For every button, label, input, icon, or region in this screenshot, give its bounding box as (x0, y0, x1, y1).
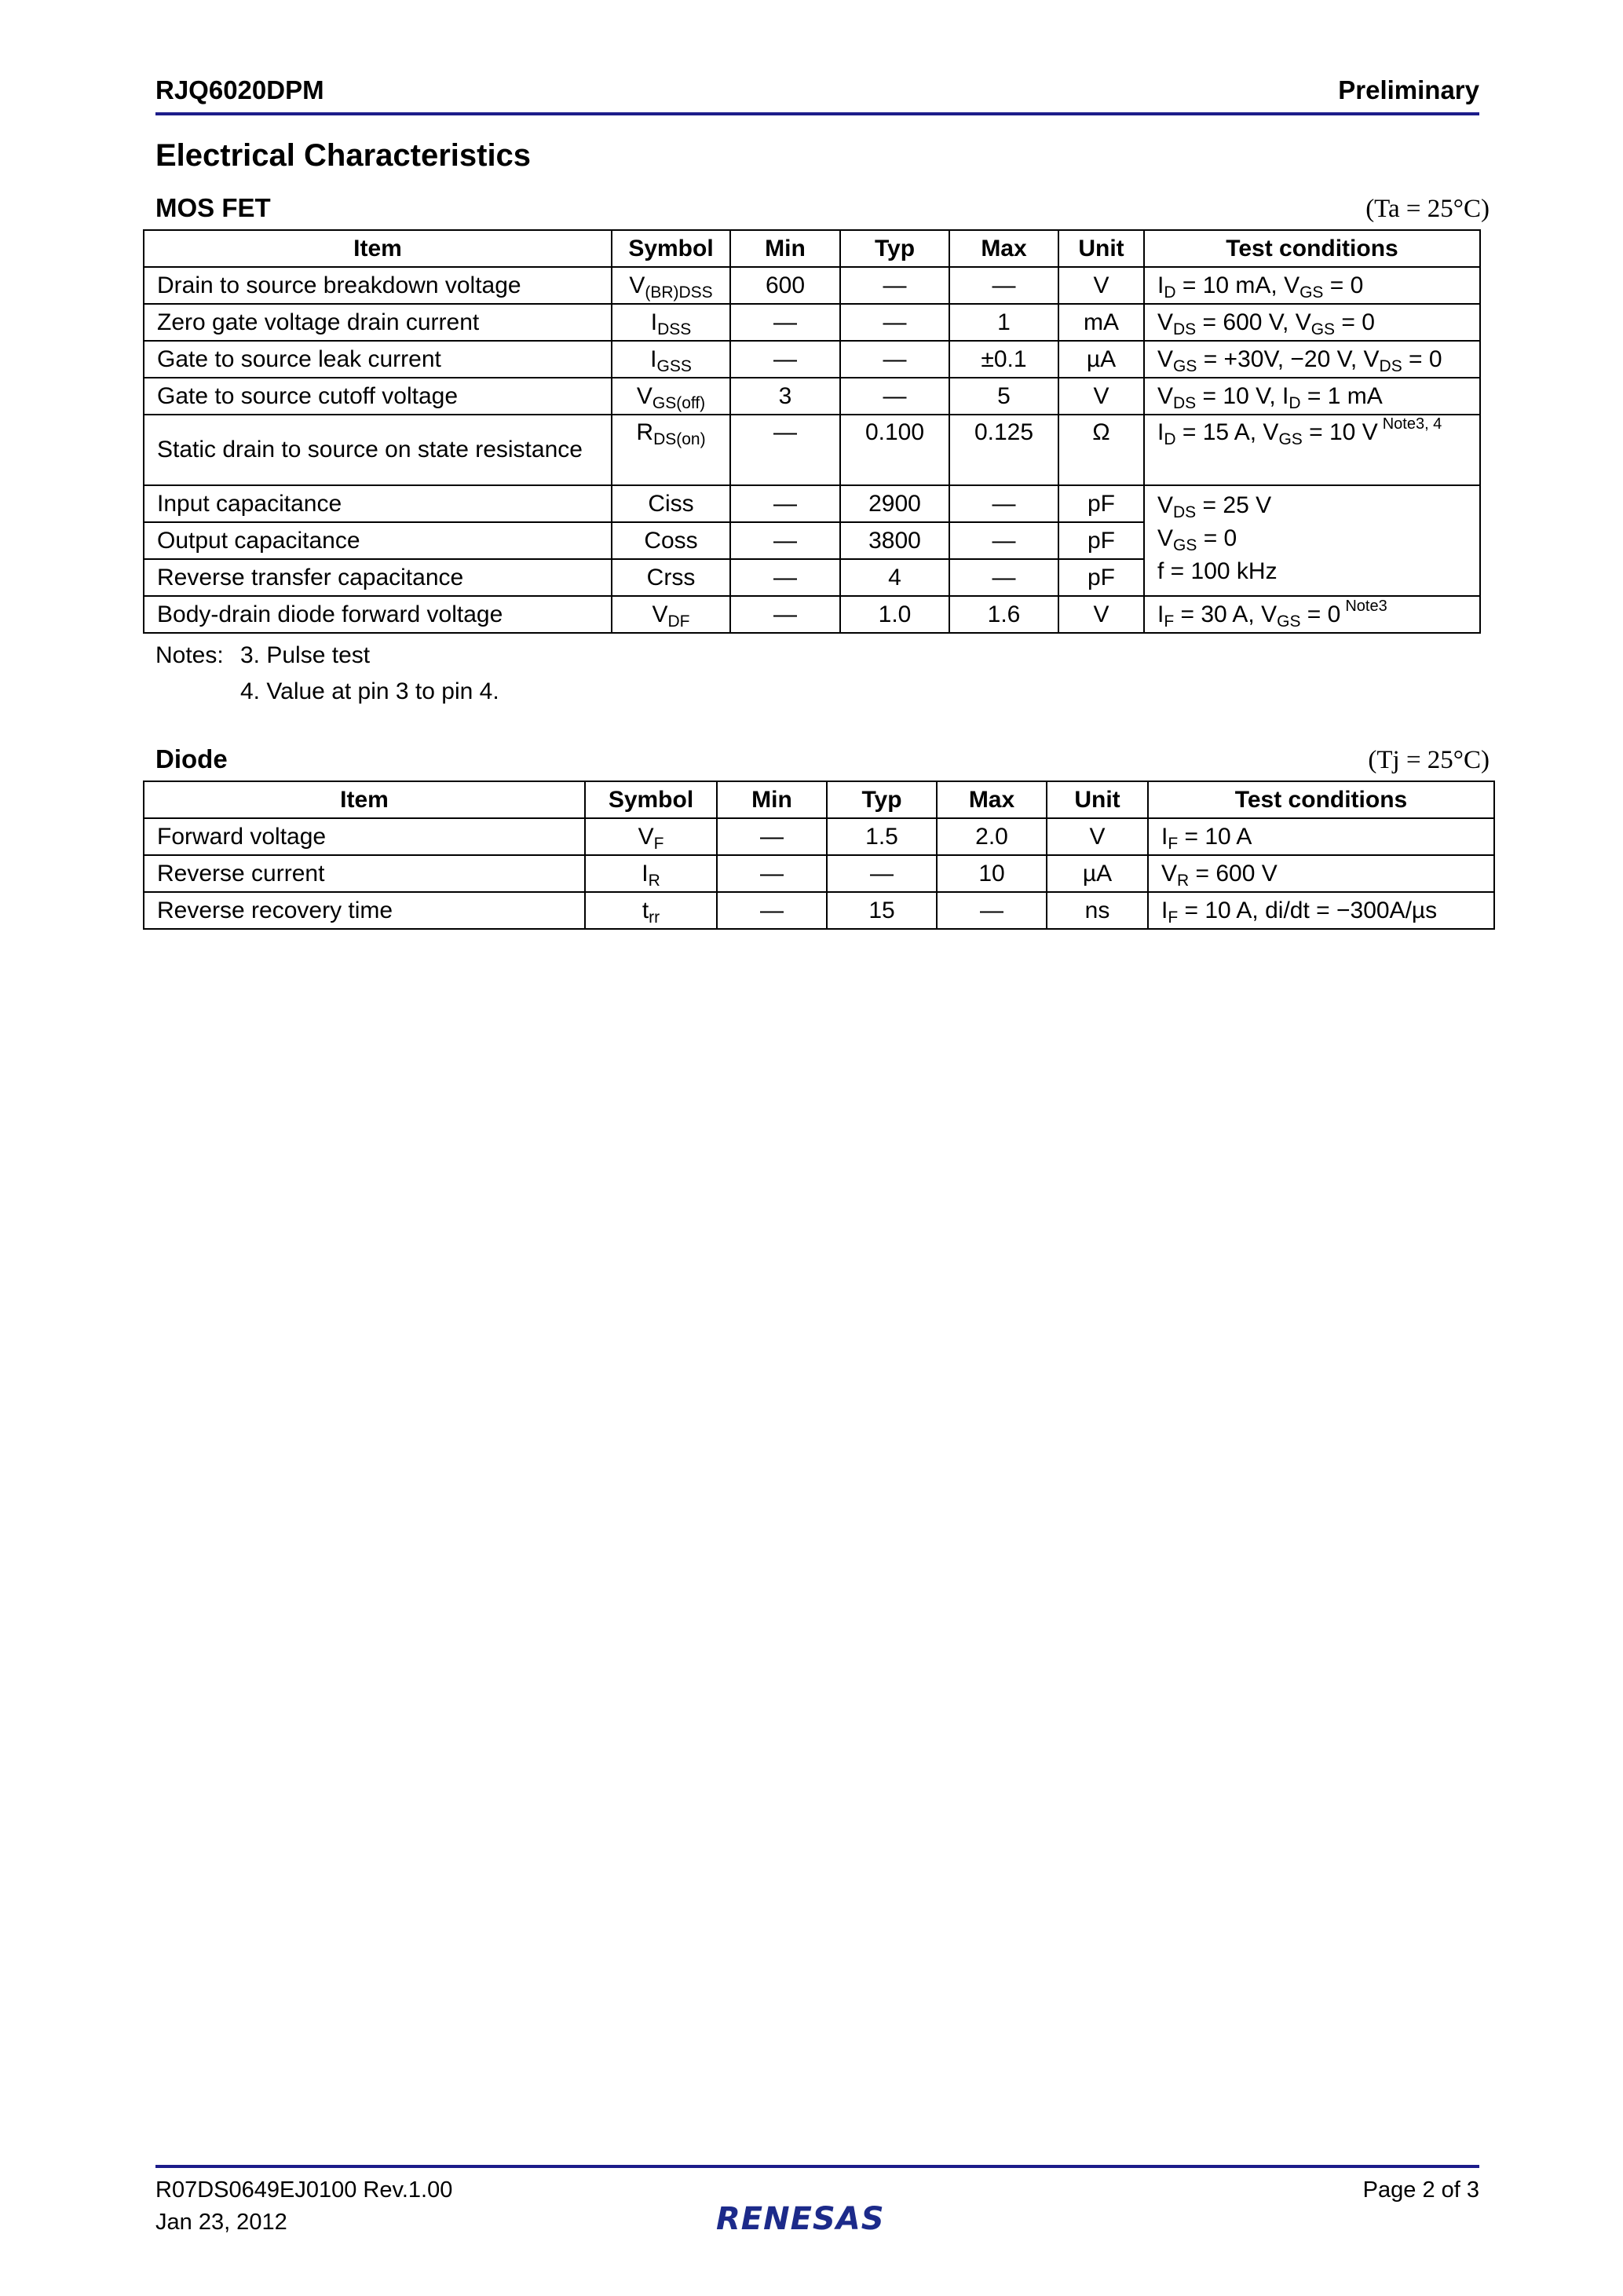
item-cell: Body-drain diode forward voltage (144, 596, 612, 633)
notes-label: Notes: (155, 642, 224, 668)
typ-cell: — (840, 304, 949, 341)
symbol-cell: Crss (612, 559, 730, 596)
col-header: Test conditions (1144, 230, 1480, 267)
unit-cell: V (1047, 818, 1148, 855)
test-condition-cell: $V_{DS} = 10$ V, $I_D = 1$ mA (1144, 378, 1480, 415)
typ-cell: 2900 (840, 485, 949, 522)
test-condition-cell: $I_F = 10$ A (1148, 818, 1494, 855)
header-divider (155, 112, 1479, 115)
item-cell: Input capacitance (144, 485, 612, 522)
table-row (144, 892, 1494, 929)
mosfet-condition: (Ta = 25°C) (1365, 195, 1490, 223)
typ-cell: 3800 (840, 522, 949, 559)
symbol-cell: $V_F$ (585, 818, 717, 855)
diode-table (143, 781, 1495, 930)
typ-cell: 15 (827, 892, 937, 929)
typ-cell: 0.100 (840, 415, 949, 485)
diode-condition: (Tj = 25°C) (1368, 746, 1490, 774)
unit-cell: pF (1058, 522, 1144, 559)
min-cell: — (730, 522, 840, 559)
test-condition-cell: $V_R = 600$ V (1148, 855, 1494, 892)
page-title: Electrical Characteristics (155, 138, 532, 173)
table-row (144, 267, 1480, 304)
footer-divider (155, 2165, 1479, 2168)
min-cell: — (730, 485, 840, 522)
max-cell: — (937, 892, 1047, 929)
unit-cell: Ω (1058, 415, 1144, 485)
col-header: Item (144, 230, 612, 267)
table-row (144, 378, 1480, 415)
col-header: Test conditions (1148, 781, 1494, 818)
min-cell: 600 (730, 267, 840, 304)
max-cell: — (949, 267, 1058, 304)
note-3: 3. Pulse test (240, 642, 371, 668)
min-cell: — (717, 818, 827, 855)
mosfet-table (143, 229, 1481, 634)
page-number: Page 2 of 3 (1362, 2177, 1479, 2203)
item-cell: Reverse current (144, 855, 585, 892)
symbol-cell: $I_R$ (585, 855, 717, 892)
item-cell: Gate to source cutoff voltage (144, 378, 612, 415)
test-condition-cell: $V_{DS} = 600$ V, $V_{GS} = 0$ (1144, 304, 1480, 341)
max-cell: 1 (949, 304, 1058, 341)
note-reference: Note3 (1345, 597, 1387, 615)
symbol-cell: $V_{GS(off)}$ (612, 378, 730, 415)
capacitance-test-conditions: $V_{DS} = 25$ V $V_{GS} = 0$ f = 100 kHz (1144, 485, 1480, 596)
max-cell: 0.125 (949, 415, 1058, 485)
col-header: Symbol (612, 230, 730, 267)
symbol-cell: $I_{GSS}$ (612, 341, 730, 378)
col-header: Max (949, 230, 1058, 267)
typ-cell: — (827, 855, 937, 892)
symbol-cell: Coss (612, 522, 730, 559)
typ-cell: 1.5 (827, 818, 937, 855)
min-cell: — (730, 415, 840, 485)
unit-cell: V (1058, 378, 1144, 415)
item-cell: Zero gate voltage drain current (144, 304, 612, 341)
symbol-cell: Ciss (612, 485, 730, 522)
table-row (144, 304, 1480, 341)
typ-cell: 4 (840, 559, 949, 596)
table-row (144, 415, 1480, 485)
min-cell: — (730, 559, 840, 596)
table-row (144, 855, 1494, 892)
max-cell: 10 (937, 855, 1047, 892)
test-condition-cell: $I_D = 10$ mA, $V_{GS} = 0$ (1144, 267, 1480, 304)
col-header: Max (937, 781, 1047, 818)
table-row (144, 485, 1480, 522)
max-cell: ±0.1 (949, 341, 1058, 378)
col-header: Symbol (585, 781, 717, 818)
item-cell: Reverse transfer capacitance (144, 559, 612, 596)
renesas-logo: RENESAS (716, 2201, 885, 2237)
col-header: Unit (1058, 230, 1144, 267)
note-reference: Note3, 4 (1382, 415, 1442, 433)
table-row (144, 596, 1480, 633)
max-cell: 2.0 (937, 818, 1047, 855)
min-cell: 3 (730, 378, 840, 415)
item-cell: Static drain to source on state resistance (144, 415, 612, 485)
mosfet-heading: MOS FET (155, 193, 271, 222)
item-cell: Reverse recovery time (144, 892, 585, 929)
unit-cell: V (1058, 596, 1144, 633)
unit-cell: µA (1058, 341, 1144, 378)
unit-cell: mA (1058, 304, 1144, 341)
max-cell: — (949, 485, 1058, 522)
document-number: R07DS0649EJ0100 Rev.1.00 (155, 2177, 453, 2203)
test-condition-cell: $V_{GS} = +30V$, −20 V, $V_{DS} = 0$ (1144, 341, 1480, 378)
col-header: Min (730, 230, 840, 267)
max-cell: — (949, 522, 1058, 559)
typ-cell: — (840, 378, 949, 415)
test-condition-cell: $I_D = 15$ A, $V_{GS} = 10$ V $^{Note3, 4}$ (1144, 415, 1480, 485)
test-condition-cell: $I_F = 10$ A, di/dt = −300A/µs (1148, 892, 1494, 929)
max-cell: — (949, 559, 1058, 596)
item-cell: Output capacitance (144, 522, 612, 559)
unit-cell: pF (1058, 559, 1144, 596)
item-cell: Gate to source leak current (144, 341, 612, 378)
symbol-cell: $R_{DS(on)}$ (612, 415, 730, 485)
min-cell: — (730, 596, 840, 633)
col-header: Unit (1047, 781, 1148, 818)
symbol-cell: $t_{rr}$ (585, 892, 717, 929)
unit-cell: µA (1047, 855, 1148, 892)
min-cell: — (717, 855, 827, 892)
document-status: Preliminary (1338, 75, 1479, 104)
unit-cell: ns (1047, 892, 1148, 929)
item-cell: Forward voltage (144, 818, 585, 855)
unit-cell: V (1058, 267, 1144, 304)
col-header: Typ (827, 781, 937, 818)
max-cell: 5 (949, 378, 1058, 415)
col-header: Min (717, 781, 827, 818)
part-number: RJQ6020DPM (155, 75, 324, 104)
item-cell: Drain to source breakdown voltage (144, 267, 612, 304)
table-header-row (144, 781, 1494, 818)
min-cell: — (717, 892, 827, 929)
table-row (144, 341, 1480, 378)
min-cell: — (730, 304, 840, 341)
table-header-row (144, 230, 1480, 267)
typ-cell: 1.0 (840, 596, 949, 633)
typ-cell: — (840, 267, 949, 304)
symbol-cell: $V_{DF}$ (612, 596, 730, 633)
symbol-cell: $I_{DSS}$ (612, 304, 730, 341)
table-row (144, 818, 1494, 855)
max-cell: 1.6 (949, 596, 1058, 633)
col-header: Item (144, 781, 585, 818)
symbol-cell: $V_{(BR)DSS}$ (612, 267, 730, 304)
document-date: Jan 23, 2012 (155, 2210, 287, 2235)
diode-heading: Diode (155, 744, 228, 773)
typ-cell: — (840, 341, 949, 378)
note-4: 4. Value at pin 3 to pin 4. (240, 678, 499, 704)
unit-cell: pF (1058, 485, 1144, 522)
test-condition-cell: $I_F = 30$ A, $V_{GS} = 0$ $^{Note3}$ (1144, 596, 1480, 633)
col-header: Typ (840, 230, 949, 267)
min-cell: — (730, 341, 840, 378)
